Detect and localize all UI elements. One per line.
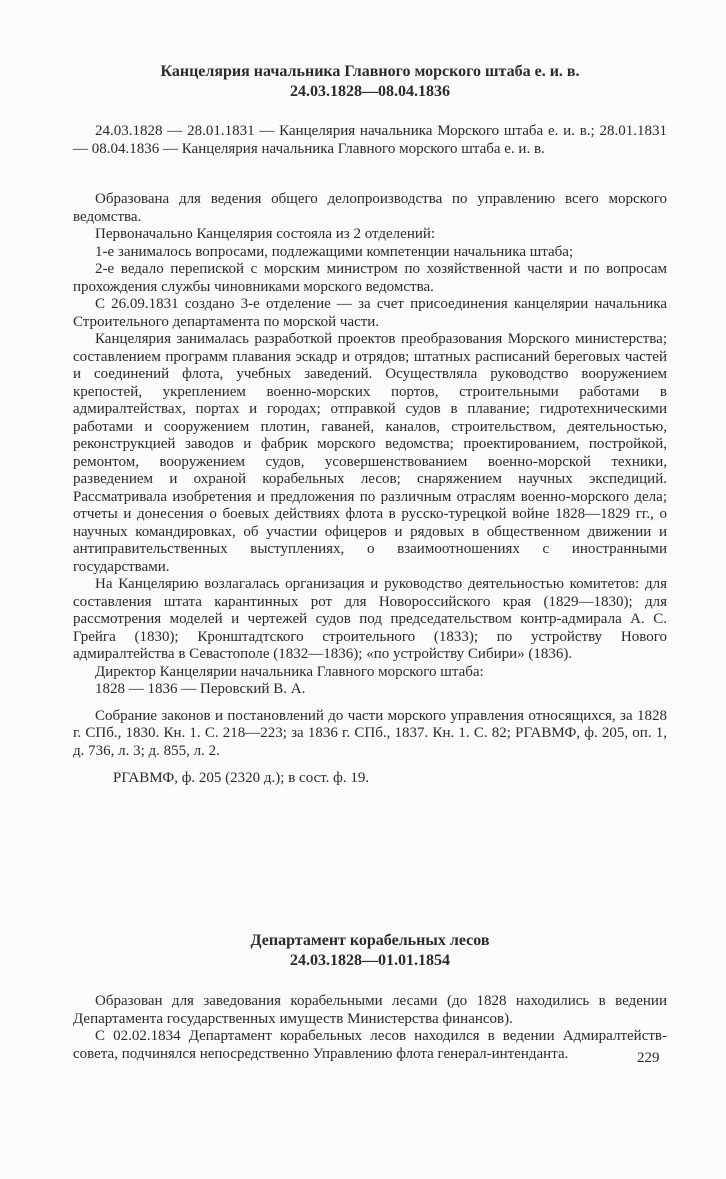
paragraph: С 26.09.1831 создано 3-е отделение — за счет присоединения канцелярии начальника Строительного департамента по морской части. <box>73 296 667 330</box>
title-line-1: Канцелярия начальника Главного морского штаба е. и. в. <box>160 63 580 80</box>
sources: Собрание законов и постановлений до части морского управления относящихся, за 1828 г. СПб., 1830. Кн. 1. С. 218—223; за 1836 г. СПб., 1837. Кн. 1. С. 82; РГАВМФ, ф. 205, оп. 1, д. 736, л. 3; д. 855, л. 2. <box>73 707 667 759</box>
section-title <box>73 62 667 102</box>
paragraph: 2-е ведало перепиской с морским министром по хозяйственной части и по вопросам прохождения службы чиновниками морского ведомства. <box>73 261 667 295</box>
section-ship-forests-body <box>73 993 667 1063</box>
title-line-2: 24.03.1828—01.01.1854 <box>290 952 450 969</box>
paragraph: На Канцелярию возлагалась организация и руководство деятельностью комитетов: для составления штата карантинных рот для Новороссийского края (1829—1830); для рассмотрения моделей и чертежей судов под председательством контр-адмирала А. С. Грейга (1830); Кронштадтского строительного (1833); по устройству Нового адмиралтейства в Севастополе (1832—1836); «по устройству Сибири» (1836). <box>73 576 667 662</box>
page-number: 229 <box>637 1050 660 1066</box>
section-ship-forests <box>73 931 667 971</box>
section-chancellery-body <box>73 123 667 788</box>
section-chancellery <box>73 62 667 102</box>
title-line-1: Департамент корабельных лесов <box>250 932 490 949</box>
paragraph: Первоначально Канцелярия состояла из 2 отделений: <box>95 226 436 242</box>
section-title <box>73 931 667 971</box>
paragraph: Образован для заведования корабельными лесами (до 1828 находились в ведении Департамента государственных имуществ Министерства финансов). <box>73 993 667 1027</box>
archive-reference: РГАВМФ, ф. 205 (2320 д.); в сост. ф. 19. <box>113 770 370 786</box>
director-entry: 1828 — 1836 — Перовский В. А. <box>95 681 306 697</box>
name-history: 24.03.1828 — 28.01.1831 — Канцелярия начальника Морского штаба е. и. в.; 28.01.1831 — 08.04.1836 — Канцелярия начальника Главного морского штаба е. и. в. <box>73 123 667 157</box>
paragraph: 1-е занималось вопросами, подлежащими компетенции начальника штаба; <box>95 243 574 260</box>
paragraph: С 02.02.1834 Департамент корабельных лесов находился в ведении Адмиралтейств-совета, подчинялся непосредственно Управлению флота генерал-интенданта. <box>73 1028 667 1062</box>
title-line-2: 24.03.1828—08.04.1836 <box>290 83 450 100</box>
paragraph: Канцелярия занималась разработкой проектов преобразования Морского министерства; составлением программ плавания эскадр и отрядов; штатных расписаний береговых частей и соединений флота, учебных заведений. Осуществляла руководство вооружением крепостей, укреплением военно-морских портов, строительными работами в адмиралтействах, портах и городах; отправкой судов в плавание; гидротехническими работами и сооружением плотин, гаваней, каналов, строительством, деятельностью, реконструкцией заводов и фабрик морского ведомства; проектированием, постройкой, ремонтом, вооружением судов, усовершенствованием военно-морской техники, разведением и охраной корабельных лесов; снаряжением научных экспедиций. Рассматривала изобретения и предложения по различным отраслям военно-морского дела; отчеты и донесения о боевых действиях флота в русско-турецкой войне 1828—1829 гг., о научных командировках, об участии офицеров и рядовых в общественном движении и антиправительственных выступлениях, о взаимоотношениях с иностранными государствами. <box>73 331 667 575</box>
paragraph: Директор Канцелярии начальника Главного морского штаба: <box>95 663 484 680</box>
paragraph: Образована для ведения общего делопроизводства по управлению всего морского ведомства. <box>73 191 667 225</box>
